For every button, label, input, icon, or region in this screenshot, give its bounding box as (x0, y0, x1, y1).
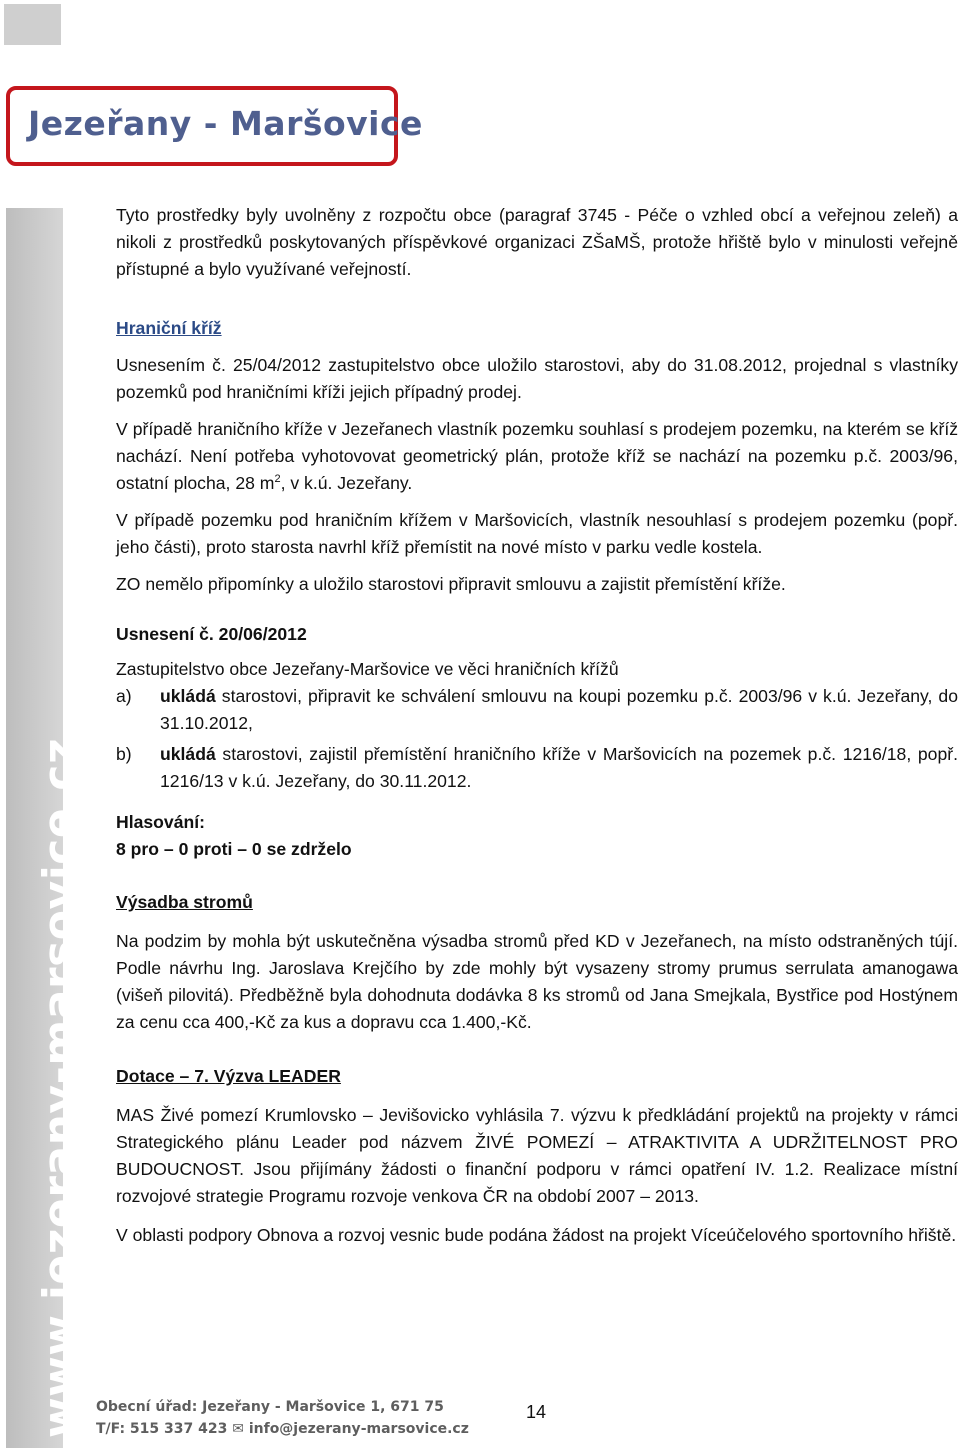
section2-paragraph-1: Na podzim by mohla být uskutečněna výsadba stromů před KD v Jezeřanech, na místo odstraněných tújí. Podle návrhu Ing. Jaroslava Krejčího by zde mohly být vysazeny stromy prumus serrulata amanogawa (višeň pilovitá). Předběžně byla dohodnuta dodávka 8 ks stromů od Jana Smejkala, Bystřice pod Hostýnem za cenu cca 400,-Kč za kus a dopravu cca 1.400,-Kč. (116, 931, 958, 1032)
intro-paragraph: Tyto prostředky byly uvolněny z rozpočtu obce (paragraf 3745 - Péče o vzhled obcí a veřejnou zeleň) a nikoli z prostředků poskytovaných příspěvkové organizaci ZŠaMŠ, protože hřiště bylo v minulosti veřejně přístupné a bylo využívané veřejností. (116, 205, 958, 279)
item-marker: b) (116, 744, 132, 764)
resolution-intro: Zastupitelstvo obce Jezeřany-Maršovice ve věci hraničních křížů (116, 659, 619, 679)
sidebar-website-text: www.jezerany-marsovice.cz (34, 737, 85, 1438)
section-title-vysadba-stromu: Výsadba stromů (116, 892, 253, 912)
item-verb: ukládá (160, 686, 216, 706)
section1-paragraph-3: V případě pozemku pod hraničním křížem v Maršovicích, vlastník nesouhlasí s prodejem pozemku (popř. jeho části), proto starosta navrhl kříž přemístit na nové místo v parku vedle kostela. (116, 510, 958, 557)
resolution-item-b (116, 741, 958, 795)
vote-label: Hlasování: (116, 812, 205, 832)
resolution-item-a (116, 683, 958, 737)
section3-paragraph-1: MAS Živé pomezí Krumlovsko – Jevišovicko vyhlásila 7. výzvu k předkládání projektů na projekty v rámci Strategického plánu Leader pod názvem ŽIVÉ POMEZÍ – ATRAKTIVITA A UDRŽITELNOST PRO BUDOUCNOST. Jsou přijímány žádosti o finanční podporu v rámci opatření IV. 1.2. Realizace místní rozvojové strategie Programu rozvoje venkova ČR na období 2007 – 2013. (116, 1105, 958, 1206)
section1-paragraph-2: V případě hraničního kříže v Jezeřanech vlastník pozemku souhlasí s prodejem pozemku, na kterém se kříž nachází. Není potřeba vyhotovovat geometrický plán, protože kříž se nachází na pozemku p.č. 2003/96, ostatní plocha, 28 $m^2$, v k.ú. Jezeřany. (116, 419, 958, 493)
section3-paragraph-2: V oblasti podpory Obnova a rozvoj vesnic bude podána žádost na projekt Víceúčelového sportovního hřiště. (116, 1225, 957, 1245)
vote-result: 8 pro – 0 proti – 0 se zdrželo (116, 839, 352, 859)
logo-text: Jezeřany - Maršovice (28, 104, 423, 143)
corner-decoration (4, 4, 61, 45)
section1-paragraph-4: ZO nemělo připomínky a uložilo starostovi připravit smlouvu a zajistit přemístění kříže. (116, 574, 786, 594)
header-logo (6, 86, 423, 166)
section1-paragraph-1: Usnesením č. 25/04/2012 zastupitelstvo obce uložilo starostovi, aby do 31.08.2012, projednal s vlastníky pozemků pod hraničními kříži jejich případný prodej. (116, 355, 958, 402)
footer-address: Obecní úřad: Jezeřany - Maršovice 1, 671 75 (96, 1399, 444, 1415)
footer-phone-email: T/F: 515 337 423 ✉ info@jezerany-marsovice.cz (96, 1421, 469, 1437)
section-title-dotace: Dotace – 7. Výzva LEADER (116, 1066, 341, 1086)
item-text: starostovi, zajistil přemístění hraničního kříže v Maršovicích na pozemek p.č. 1216/18, popř. 1216/13 v k.ú. Jezeřany, do 30.11.2012. (160, 744, 958, 791)
footer-contact (96, 1396, 469, 1440)
item-marker: a) (116, 686, 132, 706)
document-body (116, 202, 958, 1249)
section-title-hranicni-kriz: Hraniční kříž (116, 318, 222, 338)
item-verb: ukládá (160, 744, 216, 764)
resolution-title: Usnesení č. 20/06/2012 (116, 624, 307, 644)
item-text: starostovi, připravit ke schválení smlouvu na koupi pozemku p.č. 2003/96 v k.ú. Jezeřany, do 31.10.2012, (160, 686, 958, 733)
page-number: 14 (526, 1402, 547, 1422)
